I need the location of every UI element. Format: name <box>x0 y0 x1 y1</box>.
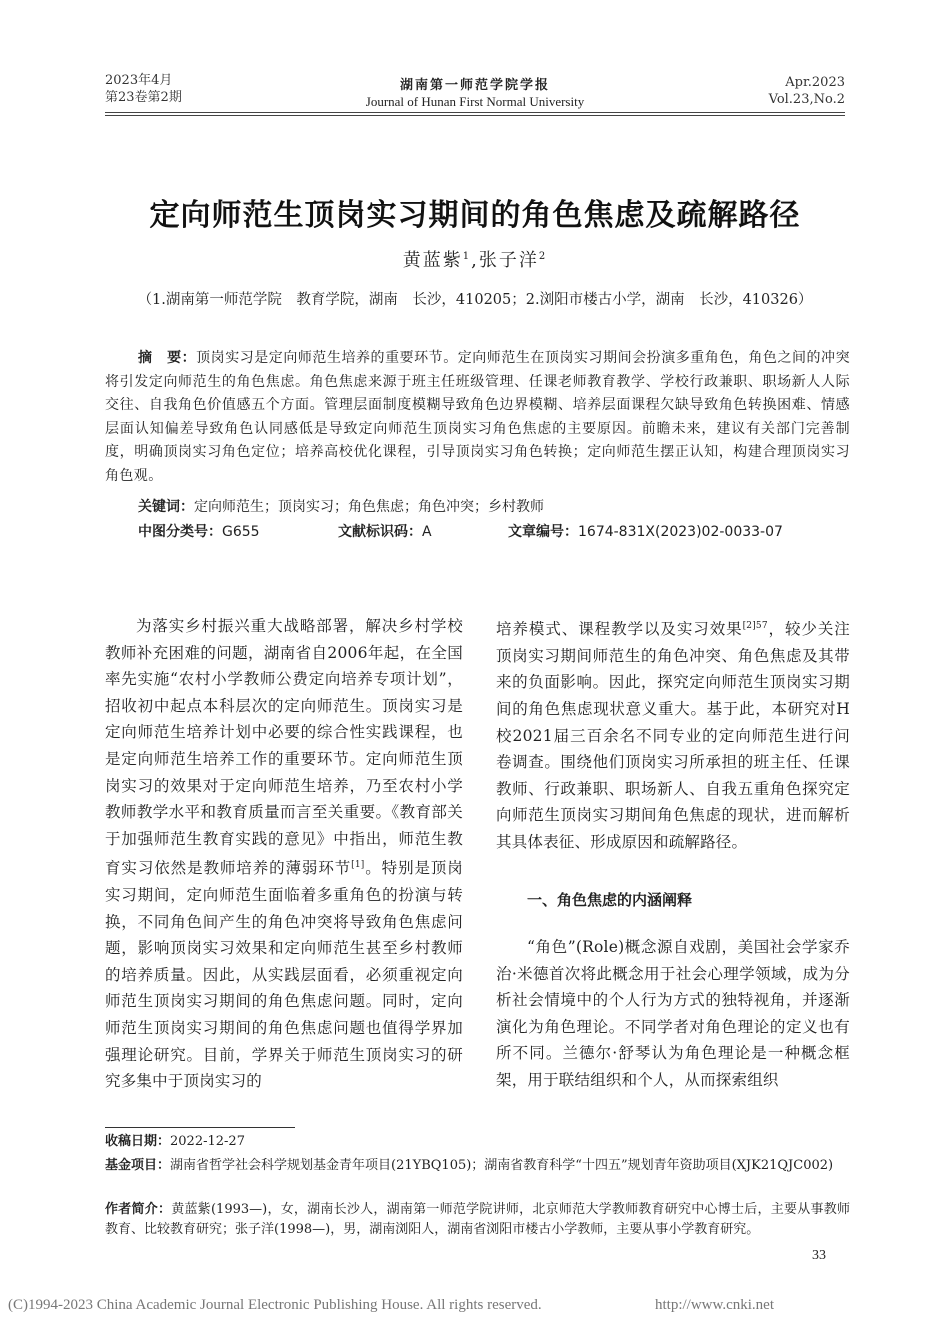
keywords <box>138 496 850 519</box>
header-rule <box>105 112 845 113</box>
abstract-label: 摘 要： <box>138 350 197 366</box>
article-number-value: 1674-831X(2023)02-0033-07 <box>578 524 783 540</box>
issue-volume-cn: 第23卷第2期 <box>105 90 182 105</box>
body-paragraph <box>105 613 463 1095</box>
citation: [2]57 <box>742 621 768 631</box>
body-paragraph <box>496 613 850 856</box>
author-affil-mark: 1 <box>462 251 472 262</box>
received-label: 收稿日期： <box>105 1134 171 1149</box>
author-separator: , <box>471 250 479 271</box>
issue-volume-en: Vol.23,No.2 <box>768 92 845 107</box>
received-value: 2022-12-27 <box>170 1134 245 1149</box>
fund-label: 基金项目： <box>105 1158 171 1173</box>
body-paragraph: “角色”(Role)概念源自戏剧，美国社会学家乔治·米德首次将此概念用于社会心理学领域，成为分析社会情境中的个人行为方式的独特视角，并逐渐演化为角色理论。不同学者对角色理论的定义也有所不同。兰德尔·舒琴认为角色理论是一种概念框架，用于联结组织和个人，从而探索组织 <box>496 938 850 1089</box>
journal-title-cn: 湖南第一师范学院学报 <box>399 78 550 93</box>
body-column-right <box>496 613 850 856</box>
paragraph-text: 为落实乡村振兴重大战略部署，解决乡村学校教师补充困难的问题，湖南省自2006年起，在全国率先实施“农村小学教师公费定向培养专项计划”，招收初中起点本科层次的定向师范生。顶岗实习是定向师范生培养计划中必要的综合性实践课程，也是定向师范生培养工作的重要环节。定向师范生顶岗实习的效果对于定向师范生培养，乃至农村小学教师教学水平和教育质量而言至关重要。《教育部关于加强师范生教育实践的意见》中指出，师范生教育实习依然是教师培养的薄弱环节 <box>105 617 463 878</box>
footnote-rule <box>105 1127 295 1128</box>
paragraph-text: 。特别是顶岗实习期间，定向师范生面临着多重角色的扮演与转换，不同角色间产生的角色冲突将导致角色焦虑问题，影响顶岗实习效果和定向师范生甚至乡村教师的培养质量。因此，从实践层面看，必须重视定向师范生顶岗实习期间的角色焦虑问题。同时，定向师范生顶岗实习期间的角色焦虑问题也值得学界加强理论研究。目前，学界关于师范生顶岗实习的研究多集中于顶岗实习的 <box>105 859 463 1091</box>
issue-date-en: Apr.2023 <box>785 75 845 90</box>
document-code <box>338 521 432 541</box>
section-heading: 一、角色焦虑的内涵阐释 <box>527 891 693 909</box>
fund-info <box>105 1156 850 1176</box>
paragraph-text: ，较少关注顶岗实习期间师范生的角色冲突、角色焦虑及其带来的负面影响。因此，探究定向师范生顶岗实习期间的角色焦虑现状意义重大。基于此，本研究对H校2021届三百余名不同专业的定向师范生进行问卷调查。围绕他们顶岗实习所承担的班主任、任课教师、行政兼职、职场新人、自我五重角色探究定向师范生顶岗实习期间角色焦虑的现状，进而解析其具体表征、形成原因和疏解路径。 <box>496 620 850 851</box>
article-title: 定向师范生顶岗实习期间的角色焦虑及疏解路径 <box>149 198 801 233</box>
document-code-value: A <box>422 524 432 540</box>
author-name: 张子洋 <box>478 250 539 271</box>
journal-title-en: Journal of Hunan First Normal University <box>365 94 585 109</box>
body-column-left <box>105 613 463 1095</box>
keywords-text: 定向师范生；顶岗实习；角色焦虑；角色冲突；乡村教师 <box>194 499 544 515</box>
page-number: 33 <box>812 1248 826 1263</box>
author-bio-value: 黄蓝紫(1993—)，女，湖南长沙人，湖南第一师范学院讲师，北京师范大学教师教育研究中心博士后，主要从事教师教育、比较教育研究；张子洋(1998—)，男，湖南浏阳人，湖南省浏阳市楼古小学教师，主要从事小学教育研究。 <box>105 1202 850 1237</box>
body-column-right-lower <box>496 934 850 1094</box>
clc-label: 中图分类号： <box>138 524 222 540</box>
cnki-link[interactable]: http://www.cnki.net <box>655 1297 775 1313</box>
affiliations: （1.湖南第一师范学院 教育学院，湖南 长沙，410205；2.浏阳市楼古小学，湖南 长沙，410326） <box>137 292 813 308</box>
abstract-text: 顶岗实习是定向师范生培养的重要环节。定向师范生在顶岗实习期间会扮演多重角色，角色之间的冲突将引发定向师范生的角色焦虑。角色焦虑来源于班主任班级管理、任课老师教育教学、学校行政兼职、职场新人人际交往、自我角色价值感五个方面。管理层面制度模糊导致角色边界模糊、培养层面课程欠缺导致角色转换困难、情感层面认知偏差导致角色认同感低是导致定向师范生顶岗实习角色焦虑的主要原因。前瞻未来，建议有关部门完善制度，明确顶岗实习角色定位；培养高校优化课程，引导顶岗实习角色转换；定向师范生摆正认知，构建合理顶岗实习角色观。 <box>105 350 850 484</box>
author-line <box>0 246 950 272</box>
document-code-label: 文献标识码： <box>338 524 422 540</box>
clc-number <box>138 521 260 541</box>
author-name: 黄蓝紫 <box>402 250 463 271</box>
issue-date-cn: 2023年4月 <box>105 73 173 88</box>
header-rule-double <box>105 115 845 116</box>
article-number <box>508 521 783 541</box>
paragraph-text: 培养模式、课程教学以及实习效果 <box>496 620 743 639</box>
keywords-label: 关键词： <box>138 499 194 515</box>
citation: [1] <box>351 860 365 871</box>
fund-value: 湖南省哲学社会科学规划基金青年项目(21YBQ105)；湖南省教育科学“十四五”规划青年资助项目(XJK21QJC002) <box>170 1158 834 1173</box>
author-affil-mark: 2 <box>538 251 548 262</box>
copyright-notice: (C)1994-2023 China Academic Journal Electronic Publishing House. All rights reserved. <box>8 1297 542 1313</box>
author-bio <box>105 1200 850 1240</box>
clc-value: G655 <box>222 524 260 540</box>
author-bio-label: 作者简介： <box>105 1202 172 1217</box>
received-date <box>105 1132 850 1152</box>
article-number-label: 文章编号： <box>508 524 578 540</box>
abstract <box>105 347 850 488</box>
